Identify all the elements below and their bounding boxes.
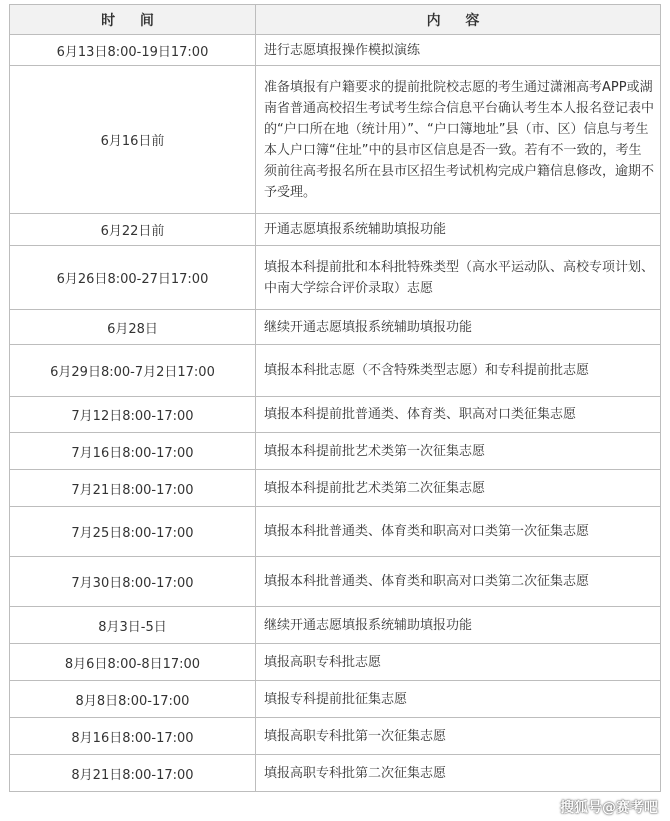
row-content: 填报专科提前批征集志愿 <box>256 681 661 718</box>
row-time: 7月21日8:00-17:00 <box>10 470 256 507</box>
row-time: 8月21日8:00-17:00 <box>10 755 256 792</box>
row-content: 填报本科提前批艺术类第二次征集志愿 <box>256 470 661 507</box>
watermark: 搜狐号@赛考吧 <box>560 800 658 816</box>
row-content: 继续开通志愿填报系统辅助填报功能 <box>256 310 661 345</box>
table-row <box>10 397 661 433</box>
table-row <box>10 246 661 310</box>
row-time: 7月12日8:00-17:00 <box>10 397 256 433</box>
table-row <box>10 310 661 345</box>
row-time: 8月3日-5日 <box>10 607 256 644</box>
row-content: 继续开通志愿填报系统辅助填报功能 <box>256 607 661 644</box>
table-row <box>10 214 661 246</box>
row-time: 6月28日 <box>10 310 256 345</box>
table-row <box>10 718 661 755</box>
row-content: 填报本科提前批艺术类第一次征集志愿 <box>256 433 661 470</box>
table-row <box>10 681 661 718</box>
row-time: 8月6日8:00-8日17:00 <box>10 644 256 681</box>
row-content: 填报高职专科批第二次征集志愿 <box>256 755 661 792</box>
row-content: 填报本科提前批和本科批特殊类型（高水平运动队、高校专项计划、中南大学综合评价录取）志愿 <box>256 246 661 310</box>
row-content: 进行志愿填报操作模拟演练 <box>256 35 661 66</box>
row-time: 6月29日8:00-7月2日17:00 <box>10 345 256 397</box>
header-time: 时 间 <box>10 5 256 35</box>
table-row <box>10 557 661 607</box>
table-row <box>10 507 661 557</box>
table-row <box>10 607 661 644</box>
table-row <box>10 755 661 792</box>
table-header-row <box>10 5 661 35</box>
row-time: 6月22日前 <box>10 214 256 246</box>
table-row <box>10 35 661 66</box>
table-row <box>10 66 661 214</box>
table-row <box>10 433 661 470</box>
row-content: 填报本科提前批普通类、体育类、职高对口类征集志愿 <box>256 397 661 433</box>
row-time: 7月16日8:00-17:00 <box>10 433 256 470</box>
row-time: 7月25日8:00-17:00 <box>10 507 256 557</box>
table-row <box>10 470 661 507</box>
row-content: 开通志愿填报系统辅助填报功能 <box>256 214 661 246</box>
row-content: 填报本科批普通类、体育类和职高对口类第一次征集志愿 <box>256 507 661 557</box>
row-time: 8月8日8:00-17:00 <box>10 681 256 718</box>
schedule-table <box>9 4 661 792</box>
row-content: 填报本科批志愿（不含特殊类型志愿）和专科提前批志愿 <box>256 345 661 397</box>
row-time: 6月13日8:00-19日17:00 <box>10 35 256 66</box>
row-time: 7月30日8:00-17:00 <box>10 557 256 607</box>
row-content: 填报本科批普通类、体育类和职高对口类第二次征集志愿 <box>256 557 661 607</box>
row-content: 准备填报有户籍要求的提前批院校志愿的考生通过潇湘高考APP或湖南省普通高校招生考试考生综合信息平台确认考生本人报名登记表中的“户口所在地（统计用）”、“户口簿地址”县（市、区）信息与考生本人户口簿“住址”中的县市区信息是否一致。若有不一致的，考生须前往高考报名所在县市区招生考试机构完成户籍信息修改，逾期不予受理。 <box>256 66 661 214</box>
row-time: 8月16日8:00-17:00 <box>10 718 256 755</box>
row-content: 填报高职专科批第一次征集志愿 <box>256 718 661 755</box>
row-content: 填报高职专科批志愿 <box>256 644 661 681</box>
table-row <box>10 345 661 397</box>
table-row <box>10 644 661 681</box>
header-content: 内 容 <box>256 5 661 35</box>
row-time: 6月26日8:00-27日17:00 <box>10 246 256 310</box>
row-time: 6月16日前 <box>10 66 256 214</box>
